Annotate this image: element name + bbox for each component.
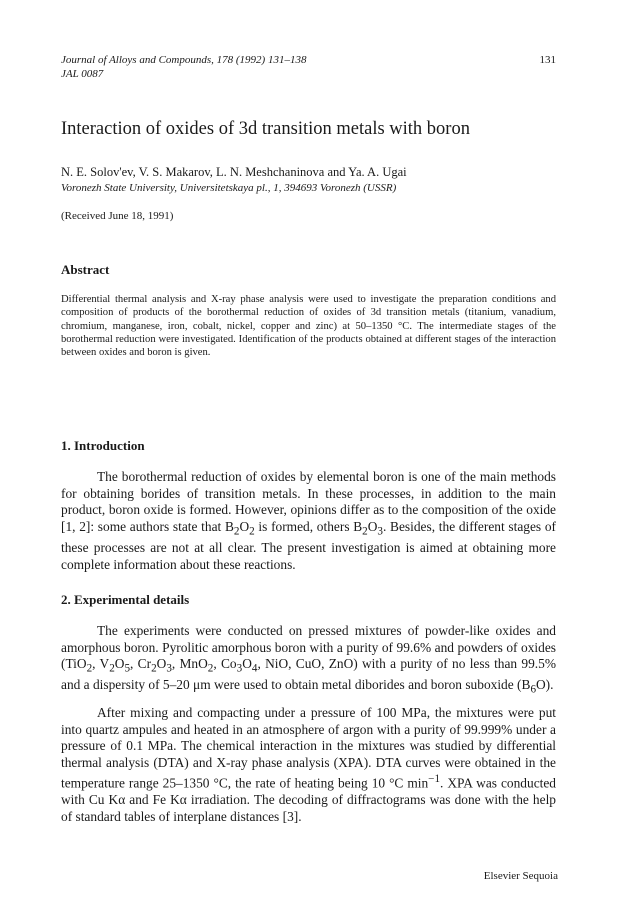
received-date: (Received June 18, 1991) [61, 210, 174, 222]
publisher-footer: Elsevier Sequoia [483, 870, 558, 882]
journal-header [61, 53, 556, 81]
introduction-heading: 1. Introduction [61, 438, 145, 453]
abstract-text: Differential thermal analysis and X-ray phase analysis were used to investigate the preparation conditions and composition of products of the borothermal reduction of oxides of 3d transition metals (titanium, vanadium, chromium, manganese, iron, cobalt, nickel, copper and zinc) at 50–1350 °C. The intermediate stages of the borothermal reduction were investigated. Identification of the products obtained at different stages of the interaction between oxides and boron is given. [61, 294, 556, 359]
experimental-heading: 2. Experimental details [61, 592, 190, 607]
affiliation: Voronezh State University, Universitetskaya pl., 1, 394693 Voronezh (USSR) [61, 182, 397, 194]
experimental-paragraph-1: The experiments were conducted on pressed mixtures of powder-like oxides and amorphous boron. Pyrolitic amorphous boron with a purity of 99.6% and powders of oxides (TiO$_2$, $V_2O_5$, $Cr_2O_3$, MnO$_2$, $Co_3O_4$, NiO, CuO, ZnO) with a purity of no less than 99.5% and a dispersity of 5–20 μm were used to obtain metal diborides and boron suboxide $(B_6O)$. [61, 623, 556, 697]
paper-title: Interaction of oxides of 3d transition metals with boron [61, 119, 470, 139]
author-list: N. E. Solov'ev, V. S. Makarov, L. N. Meshchaninova and Ya. A. Ugai [61, 165, 407, 179]
experimental-paragraph-2: After mixing and compacting under a pressure of 100 MPa, the mixtures were put into quartz ampules and heated in an atmosphere of argon with a purity of 99.999% under a pressure of 0.1 MPa. The chemical interaction in the mixtures was studied by differential thermal analysis (DTA) and X-ray phase analysis (XPA). DTA curves were obtained in the temperature range 25–1350 °C, the rate of heating being 10 °C $\min^{-1}$. XPA was conducted with Cu Kα and Fe Kα irradiation. The decoding of diffractograms was done with the help of standard tables of interplane distances [3]. [61, 705, 556, 825]
abstract-heading: Abstract [61, 262, 110, 277]
article-code: JAL 0087 [61, 68, 104, 80]
introduction-paragraph: The borothermal reduction of oxides by elemental boron is one of the main methods for obtaining borides of transition metals. In these processes, in addition to the main product, boron oxide is formed. However, opinions differ as to the composition of the oxide [1, 2]: some authors state that $B_2O_2$ is formed, others $B_2O_3$. Besides, the different stages of these processes are not at all clear. The present investigation is aimed at obtaining more complete information about these reactions. [61, 469, 556, 572]
page-number: 131 [539, 54, 556, 66]
journal-citation: Journal of Alloys and Compounds, 178 (1992) 131–138 [61, 54, 307, 66]
